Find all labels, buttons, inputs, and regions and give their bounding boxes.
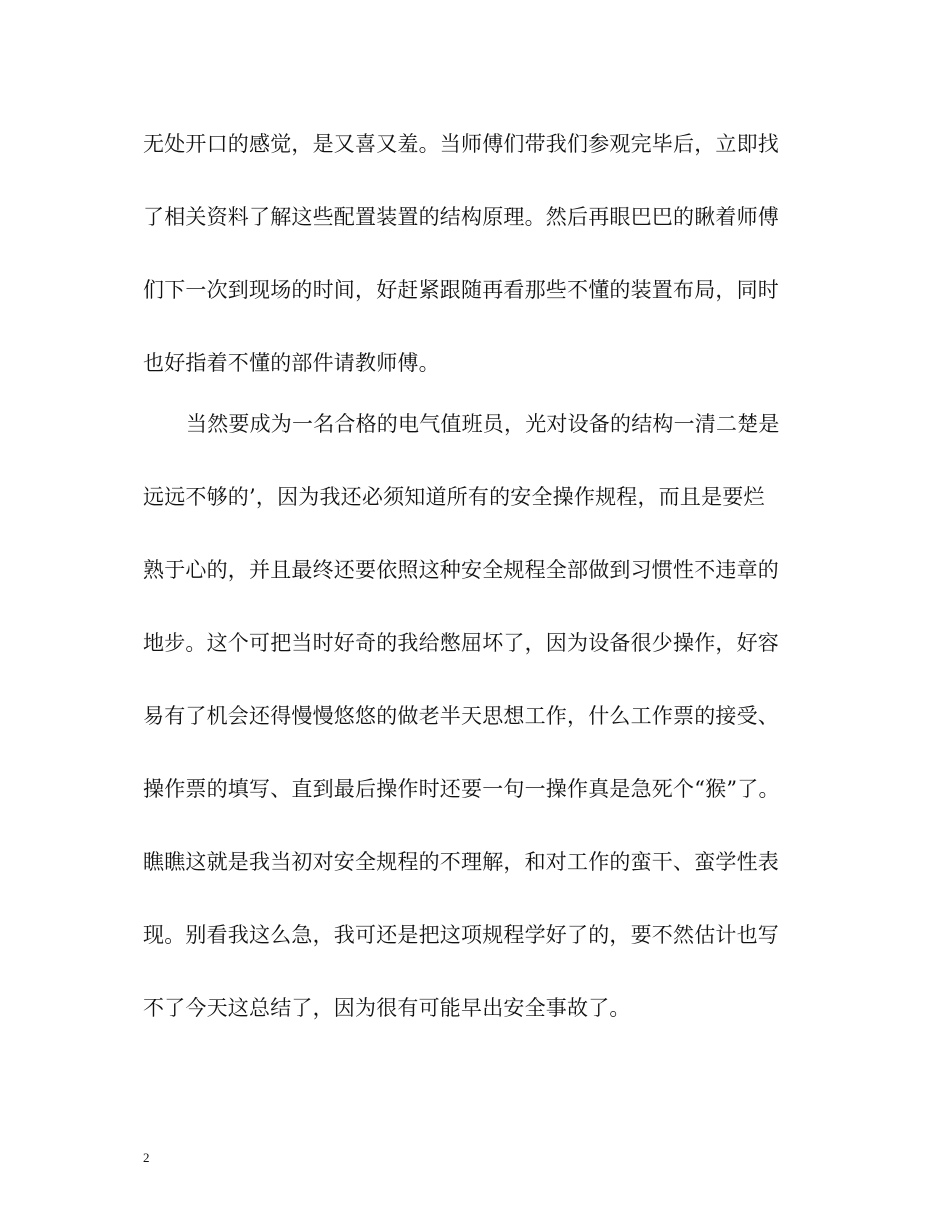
text-line-7: 熟于心的，并且最终还要依照这种安全规程全部做到习惯性不违章的 bbox=[143, 558, 779, 582]
text-line-1: 无处开口的感觉，是又喜又羞。当师傅们带我们参观完毕后，立即找 bbox=[143, 132, 779, 156]
text-line-10: 操作票的填写、直到最后操作时还要一句一操作真是急死个“猴”了。 bbox=[143, 777, 780, 801]
page-number: 2 bbox=[143, 1150, 150, 1165]
text-line-4: 也好指着不懂的部件请教师傅。 bbox=[143, 351, 440, 375]
text-line-3: 们下一次到现场的时间，好赶紧跟随再看那些不懂的装置布局，同时 bbox=[143, 278, 779, 302]
text-line-13: 不了今天这总结了，因为很有可能早出安全事故了。 bbox=[143, 996, 631, 1020]
text-line-12: 现。别看我这么急，我可还是把这项规程学好了的，要不然估计也写 bbox=[143, 923, 779, 947]
text-line-9: 易有了机会还得慢慢悠悠的做老半天思想工作，什么工作票的接受、 bbox=[143, 704, 779, 728]
text-line-6: 远远不够的’，因为我还必须知道所有的安全操作规程，而且是要烂 bbox=[143, 485, 765, 509]
paragraph-2-first-line: 当然要成为一名合格的电气值班员，光对设备的结构一清二楚是 bbox=[186, 412, 780, 436]
text-line-2: 了相关资料了解这些配置装置的结构原理。然后再眼巴巴的瞅着师傅 bbox=[143, 205, 779, 229]
text-line-11: 瞧瞧这就是我当初对安全规程的不理解，和对工作的蛮干、蛮学性表 bbox=[143, 850, 779, 874]
text-line-8: 地步。这个可把当时好奇的我给憋屈坏了，因为设备很少操作，好容 bbox=[143, 631, 779, 655]
